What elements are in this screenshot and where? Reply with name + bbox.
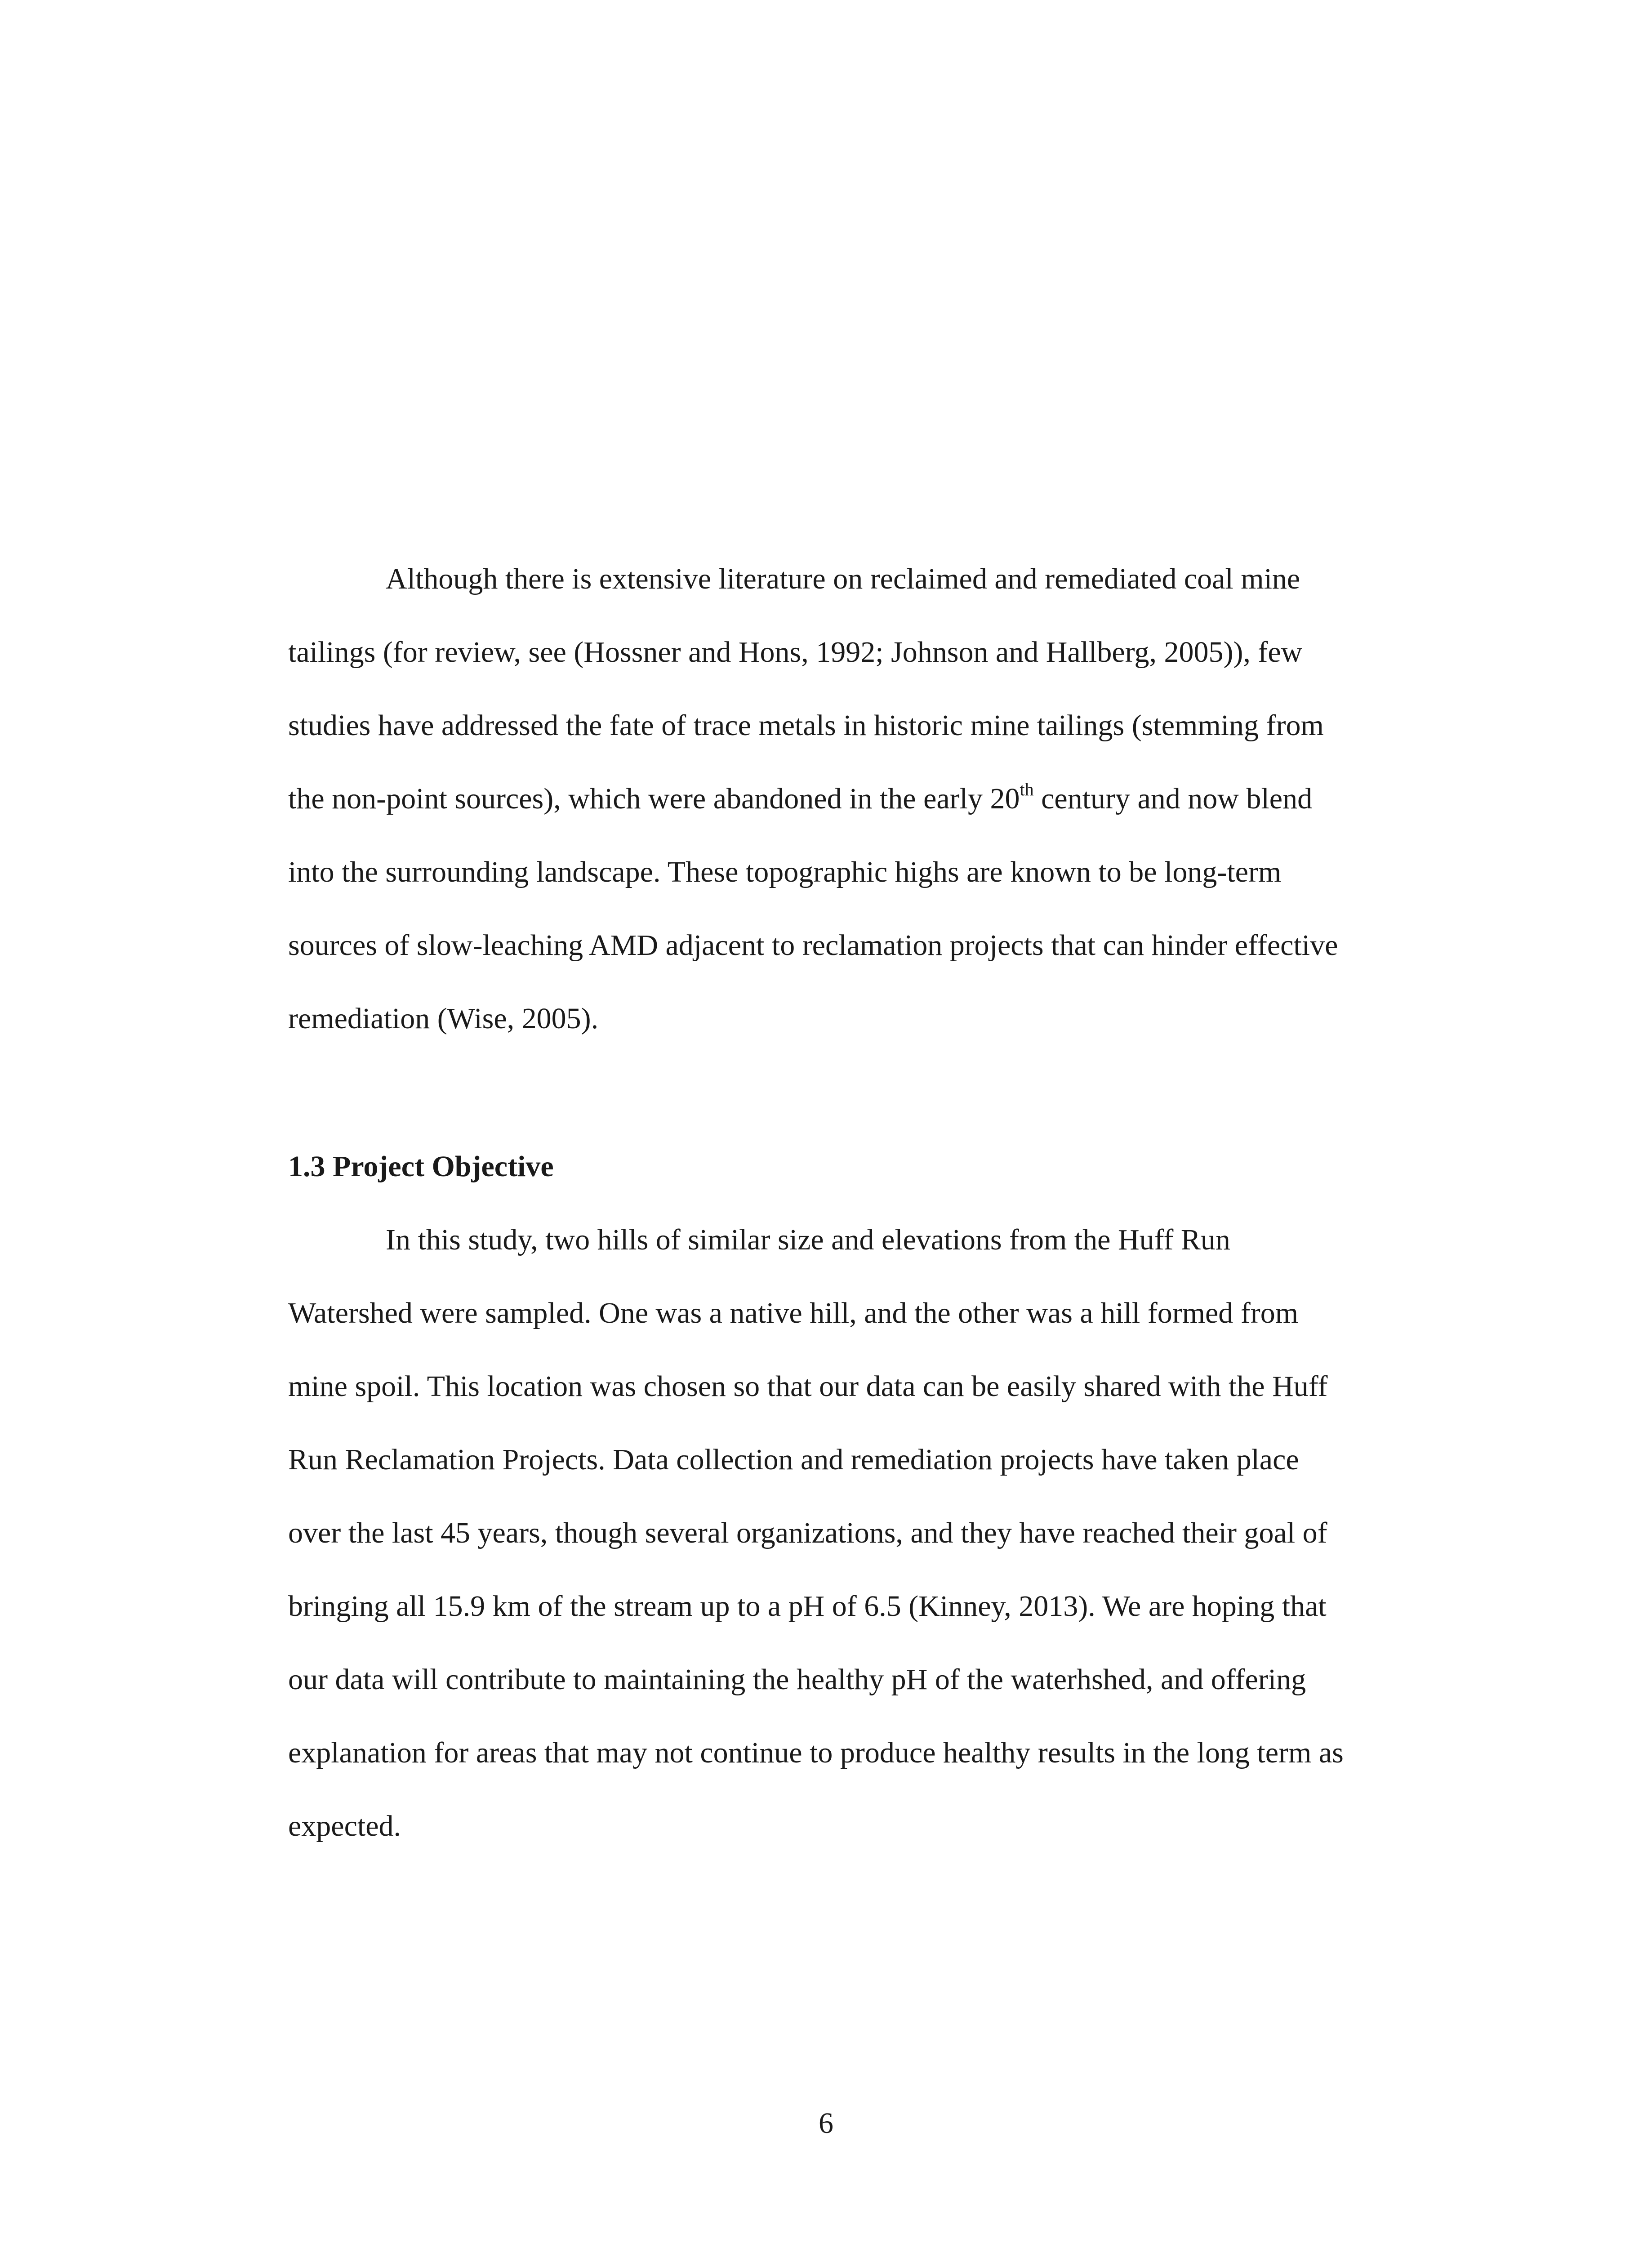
paragraph-1-line-4 (288, 781, 1312, 817)
paragraph-2-line-5: over the last 45 years, though several organizations, and they have reached their goal of (288, 1517, 1327, 1549)
paragraph-2-line-2: Watershed were sampled. One was a native hill, and the other was a hill formed from (288, 1297, 1299, 1329)
paragraph-1-line-5: into the surrounding landscape. These topographic highs are known to be long-term (288, 856, 1282, 888)
paragraph-1-line-6: sources of slow-leaching AMD adjacent to reclamation projects that can hinder effective (288, 929, 1338, 962)
paragraph-2-line-7: our data will contribute to maintaining the healthy pH of the waterhshed, and offering (288, 1663, 1306, 1696)
paragraph-2-line-4: Run Reclamation Projects. Data collection and remediation projects have taken place (288, 1443, 1299, 1476)
paragraph-1-line-4-continuation: century and now blend (1033, 782, 1313, 815)
paragraph-1-line-7: remediation (Wise, 2005). (288, 1002, 599, 1035)
paragraph-1-line-3: studies have addressed the fate of trace metals in historic mine tailings (stemming from (288, 709, 1324, 742)
paragraph-2-line-9: expected. (288, 1810, 401, 1842)
paragraph-2-line-1: In this study, two hills of similar size and elevations from the Huff Run (386, 1223, 1230, 1256)
page-number: 6 (819, 2107, 833, 2140)
paragraph-1-line-4-text: the non-point sources), which were abandoned in the early 20 (288, 782, 1020, 815)
ordinal-superscript: th (1020, 779, 1034, 799)
paragraph-1-line-2: tailings (for review, see (Hossner and Hons, 1992; Johnson and Hallberg, 2005)), few (288, 636, 1303, 669)
section-heading: 1.3 Project Objective (288, 1150, 554, 1183)
paragraph-1-line-1: Although there is extensive literature on reclaimed and remediated coal mine (386, 562, 1300, 595)
paragraph-2-line-3: mine spoil. This location was chosen so that our data can be easily shared with the Huff (288, 1370, 1328, 1403)
paragraph-2-line-8: explanation for areas that may not continue to produce healthy results in the long term as (288, 1736, 1344, 1769)
paragraph-2-line-6: bringing all 15.9 km of the stream up to a pH of 6.5 (Kinney, 2013). We are hoping that (288, 1590, 1327, 1623)
